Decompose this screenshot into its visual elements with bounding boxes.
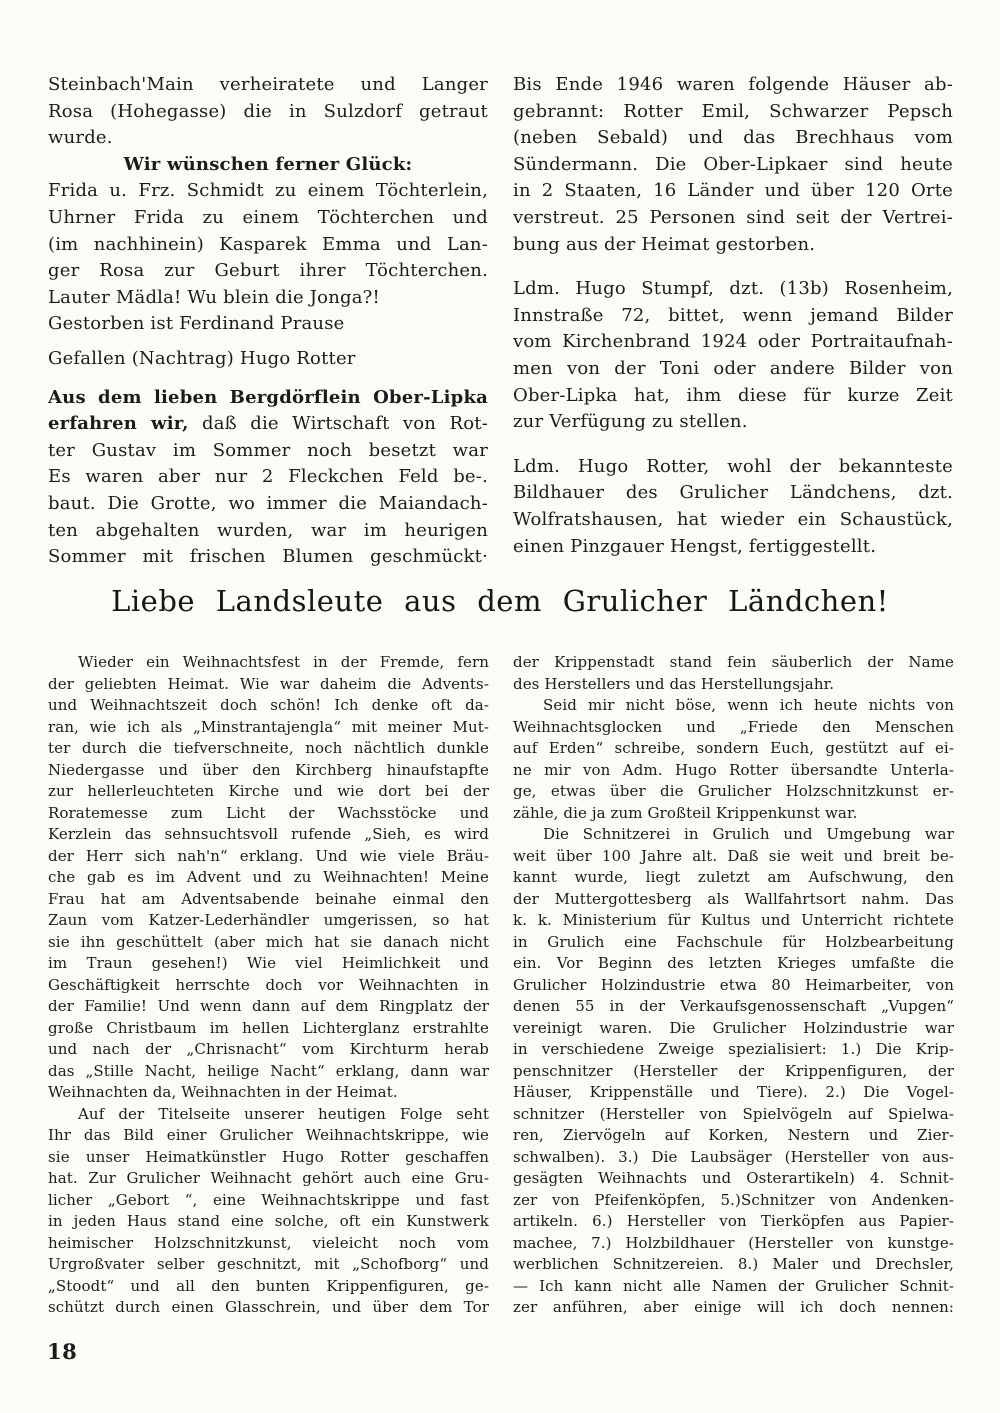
text-line: vereinigt waren. Die Grulicher Holzindustrie war (513, 1018, 954, 1037)
text-line: und nach der „Chrisnacht“ vom Kirchturm herab (48, 1040, 489, 1058)
paragraph-weihnachtsfest (48, 652, 489, 1104)
text-line: der Muttergottesberg als Wallfahrtsort nahm. Das (513, 889, 954, 908)
text-line: große Christbaum im hellen Lichterglanz erstrahlte (48, 1018, 489, 1037)
article-headline: Liebe Landsleute aus dem Grulicher Ländchen! (111, 584, 889, 618)
paragraph-krippenstadt (513, 652, 954, 695)
text-line: schützt durch einen Glasschrein, und über dem Tor (48, 1298, 489, 1316)
wishes-heading: Wir wünschen ferner Glück: (123, 153, 413, 175)
text-line: sie unser Heimatkünstler Hugo Rotter geschaffen (48, 1147, 489, 1166)
text-line: zähle, die ja zum Großteil Krippenkunst war. (513, 803, 858, 822)
text-line: ren, Ziervögeln auf Korken, Nestern und Zier- (513, 1126, 954, 1144)
text-line: Uhrner Frida zu einem Töchterchen und (48, 206, 488, 228)
text-line: Wolfratshausen, hat wieder ein Schaustück, (513, 508, 953, 530)
text-line: artikeln. 6.) Hersteller von Tierköpfen aus Papier- (513, 1212, 954, 1230)
oberlipka-heading-line: Aus dem lieben Bergdörflein Ober-Lipka (48, 386, 488, 408)
text-line: Sündermann. Die Ober-Lipkaer sind heute (513, 153, 953, 175)
text-line: Kerzlein das sehnsuchtsvoll rufende „Sieh, es wird (48, 825, 489, 843)
text-line: Innstraße 72, bittet, wenn jemand Bilder (513, 304, 953, 326)
gefallen-line: Gefallen (Nachtrag) Hugo Rotter (48, 347, 356, 369)
text-line: Wieder ein Weihnachtsfest in der Fremde, fern (78, 653, 489, 671)
text-line: k. k. Ministerium für Kultus und Unterricht richtete (513, 911, 954, 929)
text-line: Urgroßvater selber geschnitzt, mit „Schofborg“ und (48, 1255, 489, 1273)
text-line: men von der Toni oder andere Bilder von (513, 357, 953, 379)
text-line: heimischer Holzschnitzkunst, vieleicht noch vom (48, 1233, 489, 1252)
text-line: Häuser, Krippenställe und Tiere). 2.) Die Vogel- (513, 1083, 954, 1101)
text-line: ten abgehalten wurden, war im heurigen (48, 519, 488, 541)
text-line: ger Rosa zur Geburt ihrer Töchterchen. (48, 260, 488, 282)
paragraph-wishes (48, 178, 488, 284)
text-line: ter Gustav im Sommer noch besetzt war (48, 439, 488, 461)
bottom-left-column (48, 652, 489, 1319)
text-line: werblichen Schnitzereien. 8.) Maler und Drechsler, (513, 1255, 954, 1273)
text-line: schnitzer (Hersteller von Spielvögeln auf Spielwa- (513, 1104, 954, 1123)
text-line: Ihr das Bild einer Grulicher Weihnachtskrippe, wie (48, 1126, 489, 1144)
text-line: — Ich kann nicht alle Namen der Grulicher Schnit- (513, 1276, 954, 1295)
text-line: Grulicher Holzindustrie etwa 80 Heimarbeiter, von (513, 975, 954, 994)
text-line: Niedergasse und über den Kirchberg hinaufstapfte (48, 760, 489, 779)
paragraph-oberlipka (48, 385, 488, 571)
text-line: hat. Zur Grulicher Weihnacht gehört auch eine Gru- (48, 1169, 489, 1187)
paragraph-burned-houses (513, 72, 953, 258)
paragraph-schnitzerei (513, 824, 954, 1319)
text-line: ge, etwas über die Grulicher Holzschnitzkunst er- (513, 782, 954, 800)
oberlipka-mixed-line (48, 411, 488, 438)
text-line: zur Verfügung zu stellen. (513, 411, 748, 433)
text-line: in Grulich eine Fachschule für Holzbearbeitung (513, 932, 954, 951)
paragraph-seid-mir-nicht-boese (513, 695, 954, 824)
text-line: (neben Sebald) und das Brechhaus vom (513, 127, 953, 149)
text-line: Ldm. Hugo Rotter, wohl der bekannteste (513, 455, 953, 477)
text-line: verstreut. 25 Personen sind seit der Vertrei- (513, 206, 953, 228)
text-line: das „Stille Nacht, heilige Nacht“ erklang, dann war (48, 1061, 489, 1080)
paragraph-marriage (48, 72, 488, 152)
text-line: der Familie! Und wenn dann auf dem Ringplatz der (48, 997, 489, 1015)
top-left-column (48, 72, 488, 571)
text-line: in jeden Haus stand eine solche, oft ein Kunstwerk (48, 1212, 489, 1230)
text-line: penschnitzer (Hersteller der Krippenfiguren, der (513, 1061, 954, 1080)
text-line: machee, 7.) Holzbildhauer (Hersteller von kunstge- (513, 1233, 954, 1252)
text-line: Bis Ende 1946 waren folgende Häuser ab- (513, 74, 953, 95)
text-line: Sommer mit frischen Blumen geschmückt· (48, 546, 488, 568)
oberlipka-lead-rest: daß die Wirtschaft von Rot- (188, 413, 488, 435)
text-line: einen Pinzgauer Hengst, fertiggestellt. (513, 535, 877, 557)
text-line: der Krippenstadt stand fein säuberlich der Name (513, 653, 954, 671)
paragraph-stumpf (513, 276, 953, 436)
text-line: licher „Gebort “, eine Weihnachtskrippe und fast (48, 1190, 489, 1209)
text-line: im Traun gesehen!) Wie viel Heimlichkeit und (48, 954, 489, 972)
text-line: Weihnachtsglocken und „Friede den Menschen (513, 717, 954, 736)
paragraph-rotter (513, 454, 953, 560)
text-line: gebrannt: Rotter Emil, Schwarzer Pepsch (513, 100, 953, 122)
page-number: 18 (47, 1339, 78, 1364)
text-line: gesägten Weihnachts und Osterartikeln) 4. Schnit- (513, 1169, 954, 1187)
text-line: schwalben). 3.) Die Laubsäger (Hersteller von aus- (513, 1147, 954, 1166)
text-line: in verschiedene Zweige spezialisiert: 1.) Die Krip- (513, 1040, 954, 1058)
oberlipka-body (48, 438, 488, 571)
text-line: Weihnachten da, Weihnachten in der Heimat. (48, 1083, 398, 1101)
text-line: baut. Die Grotte, wo immer die Maiandach- (48, 492, 488, 514)
text-line: Geschäftigkeit herrschte doch vor Weihnachten in (48, 975, 489, 994)
text-line: (im nachhinein) Kasparek Emma und Lan- (48, 233, 488, 255)
top-right-column (513, 72, 953, 560)
text-line: zer von Pfeifenköpfen, 5.)Schnitzer von Andenken- (513, 1190, 954, 1209)
text-line: ter durch die tiefverschneite, noch nächtlich dunkle (48, 739, 489, 757)
text-line: Roratemesse zum Licht der Wachsstöcke und (48, 803, 489, 822)
text-line: Die Schnitzerei in Grulich und Umgebung war (543, 825, 954, 843)
text-line: der geliebten Heimat. Wie war daheim die Advents- (48, 674, 489, 693)
oberlipka-bold-lead: erfahren wir, (48, 413, 189, 435)
text-line: und Weihnachtszeit doch schön! Ich denke oft da- (48, 696, 489, 714)
text-line: der Herr sich nah'n“ erklang. Und wie viele Bräu- (48, 846, 489, 865)
text-line: Auf der Titelseite unserer heutigen Folge seht (78, 1104, 489, 1123)
text-line: Seid mir nicht böse, wenn ich heute nichts von (543, 696, 954, 714)
text-line: sie ihn geschüttelt (aber mich hat sie danach nicht (48, 932, 489, 951)
text-line: kannt wurde, liegt zuletzt am Aufschwung, den (513, 868, 954, 886)
paragraph-titelseite (48, 1104, 489, 1319)
text-line: zur hellerleuchteten Kirche und wie dort bei der (48, 782, 489, 800)
text-line: Ldm. Hugo Stumpf, dzt. (13b) Rosenheim, (513, 278, 953, 300)
text-line: Es waren aber nur 2 Fleckchen Feld be-. (48, 466, 488, 488)
text-line: wurde. (48, 127, 113, 149)
text-line: ein. Vor Beginn des letzten Krieges umfaßte die (513, 954, 954, 972)
text-line: Steinbach'Main verheiratete und Langer (48, 74, 488, 95)
text-line: Frau hat am Adventsabende beinahe einmal den (48, 889, 489, 908)
text-line: weit über 100 Jahre alt. Daß sie weit und breit be- (513, 846, 954, 865)
bottom-right-column (513, 652, 954, 1319)
text-line: Bildhauer des Grulicher Ländchens, dzt. (513, 482, 953, 504)
text-line: des Herstellers und das Herstellungsjahr. (513, 674, 835, 693)
gestorben-line: Gestorben ist Ferdinand Prause (48, 313, 345, 335)
text-line: bung aus der Heimat gestorben. (513, 233, 816, 255)
text-line: ran, wie ich als „Minstrantajengla“ mit meiner Mut- (48, 717, 489, 736)
text-line: ne mir von Adm. Hugo Rotter übersandte Unterla- (513, 760, 954, 779)
text-line: Ober-Lipka hat, ihm diese für kurze Zeit (513, 384, 953, 406)
text-line: in 2 Staaten, 16 Länder und über 120 Orte (513, 180, 953, 202)
text-line: „Stoodt“ und all den bunten Krippenfiguren, ge- (48, 1276, 489, 1295)
text-line: Frida u. Frz. Schmidt zu einem Töchterlein, (48, 180, 488, 202)
maedla-line: Lauter Mädla! Wu blein die Jonga?! (48, 286, 380, 308)
text-line: zer anführen, aber einige will ich doch nennen: (513, 1298, 954, 1316)
text-line: vom Kirchenbrand 1924 oder Portraitaufnah- (513, 331, 953, 353)
text-line: Rosa (Hohegasse) die in Sulzdorf getraut (48, 100, 488, 122)
text-line: che gab es im Advent und zu Weihnachten! Meine (48, 868, 489, 886)
text-line: Zaun vom Katzer-Lederhändler umgerissen, so hat (48, 911, 489, 929)
text-line: auf Erden“ schreibe, sondern Euch, gestützt auf ei- (513, 739, 954, 757)
text-line: denen 55 in der Verkaufsgenossenschaft „Vupgen“ (513, 997, 954, 1015)
